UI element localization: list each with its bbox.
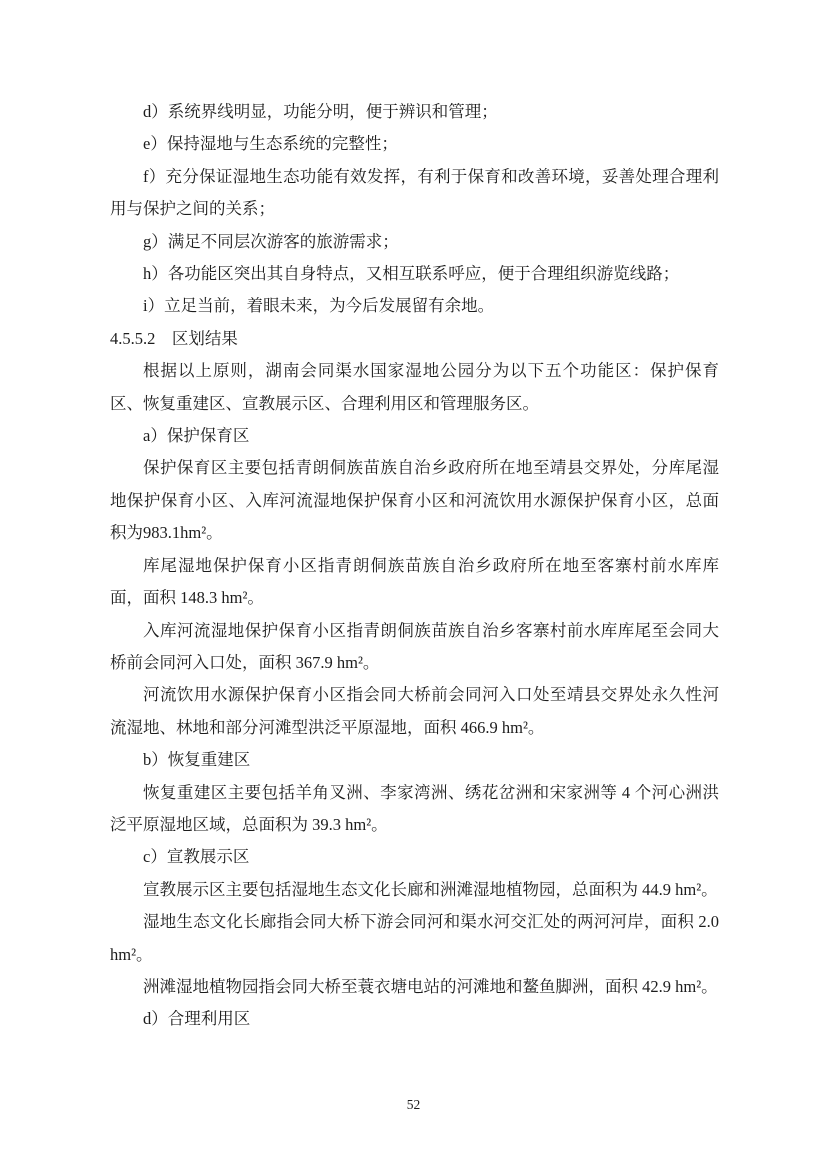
subsection-a-label: a）保护保育区 — [143, 426, 250, 446]
section-heading: 4.5.5.2 区划结果 — [110, 328, 238, 348]
education-area-paragraph: 宣教展示区主要包括湿地生态文化长廊和洲滩湿地植物园，总面积为 44.9 hm²。 — [143, 879, 718, 899]
subsection-b-label: b）恢复重建区 — [143, 750, 251, 770]
subsection-d-label: d）合理利用区 — [143, 1009, 251, 1029]
list-item-i: i）立足当前，着眼未来，为今后发展留有余地。 — [143, 296, 495, 316]
inflow-river-subarea-paragraph: 入库河流湿地保护保育小区指青朗侗族苗族自治乡客寨村前水库库尾至会同大桥前会同河入口处，面积 367.9 hm²。 — [110, 620, 719, 672]
drinking-water-subarea-paragraph: 河流饮用水源保护保育小区指会同大桥前会同河入口处至靖县交界处永久性河流湿地、林地和部分河滩型洪泛平原湿地，面积 466.9 hm²。 — [110, 685, 719, 737]
zoning-intro-paragraph: 根据以上原则，湖南会同渠水国家湿地公园分为以下五个功能区：保护保育区、恢复重建区、宣教展示区、合理利用区和管理服务区。 — [110, 361, 719, 413]
list-item-f: f）充分保证湿地生态功能有效发挥，有利于保育和改善环境，妥善处理合理利用与保护之间的关系； — [110, 166, 719, 219]
list-item-g: g）满足不同层次游客的旅游需求； — [143, 231, 399, 251]
reservoir-tail-subarea-paragraph: 库尾湿地保护保育小区指青朗侗族苗族自治乡政府所在地至客寨村前水库库面，面积 148.3 hm²。 — [110, 555, 719, 608]
restoration-area-paragraph: 恢复重建区主要包括羊角叉洲、李家湾洲、绣花岔洲和宋家洲等 4 个河心洲洪泛平原湿地区域，总面积为 39.3 hm²。 — [110, 782, 719, 834]
botanical-garden-paragraph: 洲滩湿地植物园指会同大桥至蓑衣塘电站的河滩地和鳌鱼脚洲，面积 42.9 hm²。 — [143, 976, 718, 996]
list-item-h: h）各功能区突出其自身特点，又相互联系呼应，便于合理组织游览线路； — [143, 264, 680, 284]
conservation-area-paragraph: 保护保育区主要包括青朗侗族苗族自治乡政府所在地至靖县交界处，分库尾湿地保护保育小区、入库河流湿地保护保育小区和河流饮用水源保护保育小区，总面积为983.1hm²。 — [110, 458, 719, 543]
page-number: 52 — [406, 1096, 421, 1112]
culture-corridor-paragraph: 湿地生态文化长廊指会同大桥下游会同河和渠水河交汇处的两河河岸，面积 2.0 hm²。 — [110, 912, 719, 964]
subsection-c-label: c）宣教展示区 — [143, 847, 250, 867]
list-item-e: e）保持湿地与生态系统的完整性； — [143, 134, 398, 154]
list-item-d: d）系统界线明显，功能分明，便于辨识和管理； — [143, 102, 498, 121]
